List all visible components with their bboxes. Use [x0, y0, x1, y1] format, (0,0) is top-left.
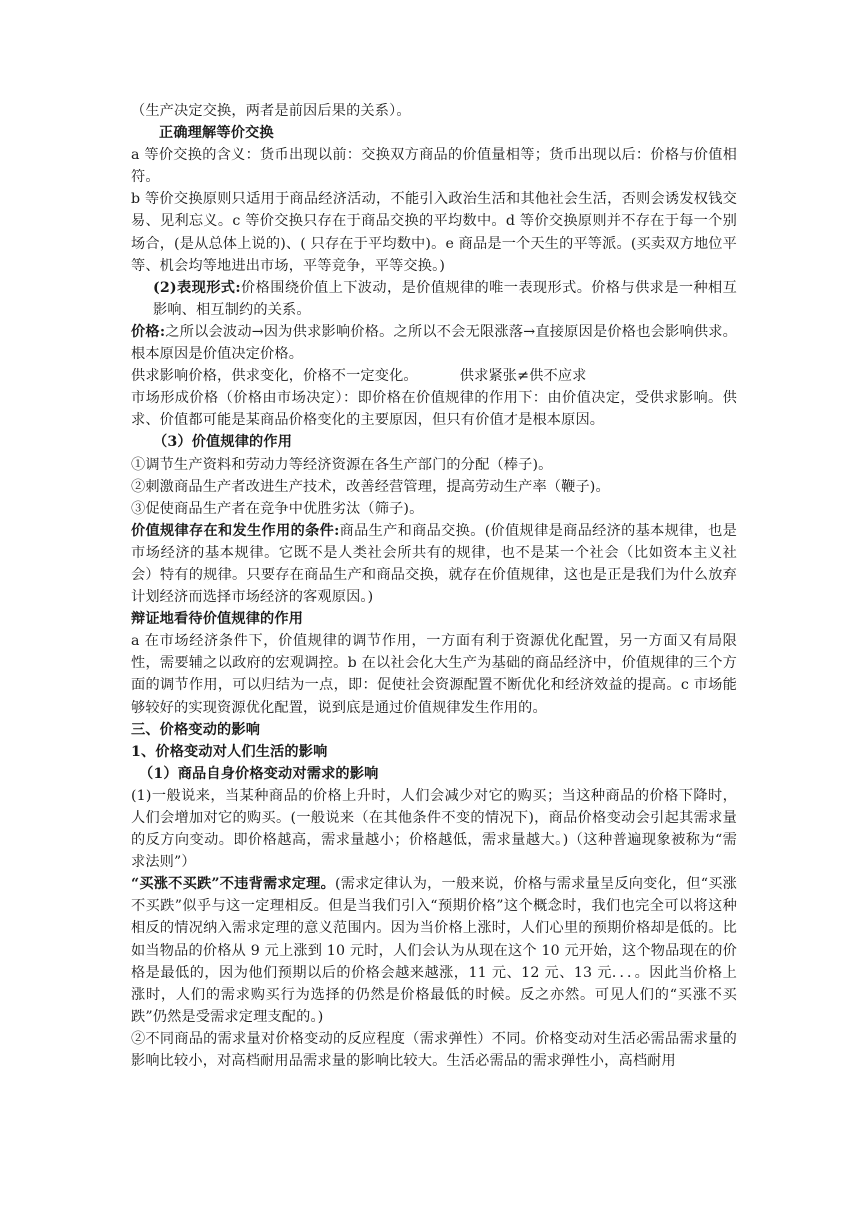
paragraph-law-conditions: [131, 520, 737, 608]
paragraph-expression-form: [131, 277, 737, 321]
paragraph-supply-demand: [131, 365, 737, 387]
label-expression-form: (2)表现形式:: [153, 279, 241, 296]
label-buy-rising: “买涨不买跌”不违背需求定理。: [131, 876, 335, 893]
paragraph-buy-rising: [131, 873, 737, 1028]
list-item-role-1: ①调节生产资料和劳动力等经济资源在各生产部门的分配（棒子)。: [131, 456, 553, 473]
text-price: 之所以会波动→因为供求影响价格。之所以不会无限涨落→直接原因是价格也会影响供求。根本原因是价值决定价格。: [131, 323, 738, 363]
paragraph-equal-exchange-meaning: a 等价交换的含义：货币出现以前：交换双方商品的价值量相等；货币出现以后：价格与价值相符。: [131, 147, 737, 186]
paragraph-market-price: 市场形成价格（价格由市场决定）：即价格在价值规律的作用下：由价值决定，受供求影响。供求、价值都可能是某商品价格变化的主要原因，但只有价值才是根本原因。: [131, 390, 737, 429]
heading-own-price-demand: （1）商品自身价格变动对需求的影响: [139, 765, 379, 782]
list-item-role-2: ②刺激商品生产者改进生产技术，改善经营管理，提高劳动生产率（鞭子)。: [131, 478, 610, 495]
text-buy-rising: (需求定律认为，一般来说，价格与需求量呈反向变化，但“买涨不买跌”似乎与这一定理相反。但是当我们引入“预期价格”这个概念时，我们也完全可以将这种相反的情况纳入需求定理的意义范围内。因为当价格上涨时，人们心里的预期价格却是低的。比如当物品的价格从 9 元上涨到 10 元时，人们会认为从现在这个 10 元开始，这个物品现在的价格是最低的，因为他们预期以后的价格会越来越涨，11 元、12 元、13 元．．．。因此当价格上涨时，人们的需求购买行为选择的仍然是价格最低的时候。反之亦然。可见人们的“买涨不买跌”仍然是受需求定理支配的。): [131, 876, 737, 1025]
text-expression-form: 价格围绕价值上下波动，是价值规律的唯一表现形式。价格与供求是一种相互影响、相互制约的关系。: [153, 279, 737, 318]
text-supply-affects-price: 供求影响价格，供求变化，价格不一定变化。: [131, 368, 418, 385]
paragraph-demand-law: (1)一般说来，当某种商品的价格上升时，人们会减少对它的购买；当这种商品的价格下降时，人们会增加对它的购买。(一般说来（在其他条件不变的情况下)，商品价格变动会引起其需求量的反方向变动。即价格越高，需求量越小；价格越低，需求量越大。)（这种普遍现象被称为“需求法则”）: [131, 787, 737, 871]
label-price: 价格:: [131, 323, 166, 340]
text-law-conditions: 商品生产和商品交换。(价值规律是商品经济的基本规律，也是市场经济的基本规律。它既不是人类社会所共有的规律，也不是某一个社会（比如资本主义社会）特有的规律。只要存在商品生产和商品交换，就存在价值规律，这也是正是我们为什么放弃计划经济而选择市场经济的客观原因。): [131, 522, 737, 606]
heading-law-of-value-role: （3）价值规律的作用: [153, 434, 293, 451]
label-law-conditions: 价值规律存在和发生作用的条件:: [131, 522, 340, 539]
heading-dialectical-view: 辩证地看待价值规律的作用: [131, 611, 304, 628]
paragraph-equal-exchange-principle: b 等价交换原则只适用于商品经济活动，不能引入政治生活和其他社会生活，否则会诱发权钱交易、见利忘义。c 等价交换只存在于商品交换的平均数中。d 等价交换原则并不存在于每一个别场合，(是从总体上说的)、( 只存在于平均数中)。e 商品是一个天生的平等派。(买卖双方地位平等、机会均等地进出市场，平等竞争，平等交换。): [131, 191, 737, 274]
text-supply-tight: 供求紧张≠供不应求: [459, 368, 587, 385]
document-page: [131, 100, 737, 1072]
heading-section-three: 三、价格变动的影响: [131, 721, 261, 738]
heading-price-life-impact: 1、价格变动对人们生活的影响: [131, 743, 328, 760]
paragraph-demand-elasticity: ②不同商品的需求量对价格变动的反应程度（需求弹性）不同。价格变动对生活必需品需求量的影响比较小，对高档耐用品需求量的影响比较大。生活必需品的需求弹性小，高档耐用: [131, 1030, 737, 1070]
paragraph-price: [131, 321, 737, 365]
paragraph-production-exchange: （生产决定交换，两者是前因后果的关系）。: [131, 103, 411, 119]
list-item-role-3: ③促使商品生产者在竞争中优胜劣汰（筛子)。: [131, 500, 424, 517]
paragraph-dialectical-view: a 在市场经济条件下，价值规律的调节作用，一方面有利于资源优化配置，另一方面又有局限性，需要辅之以政府的宏观调控。b 在以社会化大生产为基础的商品经济中，价值规律的三个方面的调节作用，可以归结为一点，即：促使社会资源配置不断优化和经济效益的提高。c 市场能够较好的实现资源优化配置，说到底是通过价值规律发生作用的。: [131, 633, 737, 716]
heading-equal-value-exchange: 正确理解等价交换: [159, 125, 274, 142]
